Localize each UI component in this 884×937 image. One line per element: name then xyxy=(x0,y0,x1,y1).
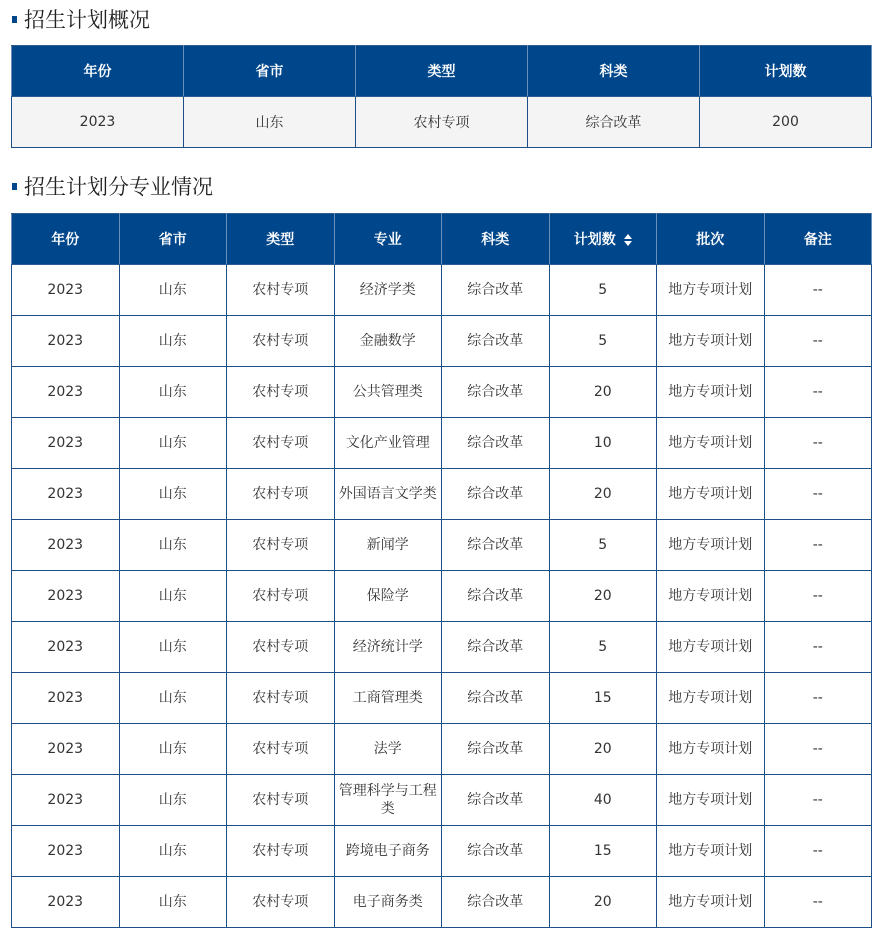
cell-year: 2023 xyxy=(12,418,120,469)
cell-province: 山东 xyxy=(184,97,356,148)
header-major: 专业 xyxy=(334,214,442,265)
cell-batch: 地方专项计划 xyxy=(657,265,765,316)
cell-batch: 地方专项计划 xyxy=(657,673,765,724)
cell-notes: -- xyxy=(764,469,872,520)
cell-year: 2023 xyxy=(12,877,120,928)
cell-type: 农村专项 xyxy=(356,97,528,148)
table-row xyxy=(12,367,872,418)
cell-major: 法学 xyxy=(334,724,442,775)
header-plan-count: 计划数 xyxy=(700,46,872,97)
cell-plan-count: 5 xyxy=(549,265,657,316)
cell-notes: -- xyxy=(764,316,872,367)
cell-category: 综合改革 xyxy=(442,367,550,418)
cell-batch: 地方专项计划 xyxy=(657,724,765,775)
cell-batch: 地方专项计划 xyxy=(657,520,765,571)
cell-plan-count: 40 xyxy=(549,775,657,826)
cell-notes: -- xyxy=(764,673,872,724)
cell-province: 山东 xyxy=(119,469,227,520)
cell-category: 综合改革 xyxy=(442,877,550,928)
table-row xyxy=(12,469,872,520)
cell-notes: -- xyxy=(764,571,872,622)
cell-batch: 地方专项计划 xyxy=(657,316,765,367)
cell-year: 2023 xyxy=(12,520,120,571)
cell-notes: -- xyxy=(764,418,872,469)
table-row xyxy=(12,571,872,622)
cell-plan-count: 15 xyxy=(549,826,657,877)
cell-type: 农村专项 xyxy=(227,316,335,367)
cell-batch: 地方专项计划 xyxy=(657,418,765,469)
cell-category: 综合改革 xyxy=(442,673,550,724)
majors-title: 招生计划分专业情况 xyxy=(24,175,213,199)
cell-batch: 地方专项计划 xyxy=(657,622,765,673)
cell-province: 山东 xyxy=(119,724,227,775)
cell-type: 农村专项 xyxy=(227,673,335,724)
table-row xyxy=(12,826,872,877)
header-category: 科类 xyxy=(528,46,700,97)
cell-year: 2023 xyxy=(12,724,120,775)
cell-province: 山东 xyxy=(119,265,227,316)
table-row xyxy=(12,97,872,148)
cell-province: 山东 xyxy=(119,367,227,418)
cell-batch: 地方专项计划 xyxy=(657,571,765,622)
header-province: 省市 xyxy=(184,46,356,97)
cell-year: 2023 xyxy=(12,469,120,520)
table-row xyxy=(12,622,872,673)
header-plan-count-sortable[interactable] xyxy=(549,214,657,265)
header-type: 类型 xyxy=(227,214,335,265)
table-row xyxy=(12,316,872,367)
header-type: 类型 xyxy=(356,46,528,97)
table-row xyxy=(12,724,872,775)
cell-category: 综合改革 xyxy=(442,826,550,877)
cell-year: 2023 xyxy=(12,775,120,826)
cell-type: 农村专项 xyxy=(227,724,335,775)
cell-batch: 地方专项计划 xyxy=(657,367,765,418)
cell-type: 农村专项 xyxy=(227,877,335,928)
cell-plan-count: 20 xyxy=(549,571,657,622)
cell-plan-count: 5 xyxy=(549,316,657,367)
cell-batch: 地方专项计划 xyxy=(657,826,765,877)
cell-type: 农村专项 xyxy=(227,265,335,316)
cell-batch: 地方专项计划 xyxy=(657,877,765,928)
cell-notes: -- xyxy=(764,826,872,877)
table-row xyxy=(12,418,872,469)
cell-plan-count: 5 xyxy=(549,622,657,673)
table-row xyxy=(12,673,872,724)
cell-major: 管理科学与工程类 xyxy=(334,775,442,826)
overview-section-title xyxy=(12,4,150,34)
cell-major: 工商管理类 xyxy=(334,673,442,724)
cell-major: 保险学 xyxy=(334,571,442,622)
cell-category: 综合改革 xyxy=(528,97,700,148)
cell-notes: -- xyxy=(764,775,872,826)
cell-type: 农村专项 xyxy=(227,826,335,877)
header-batch: 批次 xyxy=(657,214,765,265)
cell-notes: -- xyxy=(764,877,872,928)
cell-notes: -- xyxy=(764,265,872,316)
overview-table xyxy=(11,45,872,148)
cell-category: 综合改革 xyxy=(442,469,550,520)
cell-province: 山东 xyxy=(119,571,227,622)
cell-batch: 地方专项计划 xyxy=(657,775,765,826)
header-year: 年份 xyxy=(12,214,120,265)
cell-category: 综合改革 xyxy=(442,265,550,316)
cell-plan-count: 200 xyxy=(700,97,872,148)
cell-plan-count: 20 xyxy=(549,877,657,928)
section-marker-icon xyxy=(12,16,17,23)
cell-type: 农村专项 xyxy=(227,571,335,622)
cell-plan-count: 20 xyxy=(549,724,657,775)
cell-province: 山东 xyxy=(119,520,227,571)
cell-year: 2023 xyxy=(12,316,120,367)
table-row xyxy=(12,265,872,316)
cell-major: 金融数学 xyxy=(334,316,442,367)
overview-title: 招生计划概况 xyxy=(24,8,150,32)
cell-type: 农村专项 xyxy=(227,418,335,469)
cell-major: 新闻学 xyxy=(334,520,442,571)
section-marker-icon xyxy=(12,183,17,190)
cell-province: 山东 xyxy=(119,418,227,469)
cell-year: 2023 xyxy=(12,367,120,418)
cell-plan-count: 5 xyxy=(549,520,657,571)
table-row xyxy=(12,775,872,826)
cell-category: 综合改革 xyxy=(442,418,550,469)
cell-major: 经济统计学 xyxy=(334,622,442,673)
cell-year: 2023 xyxy=(12,571,120,622)
cell-year: 2023 xyxy=(12,622,120,673)
cell-major: 跨境电子商务 xyxy=(334,826,442,877)
cell-category: 综合改革 xyxy=(442,622,550,673)
header-notes: 备注 xyxy=(764,214,872,265)
cell-major: 文化产业管理 xyxy=(334,418,442,469)
cell-type: 农村专项 xyxy=(227,622,335,673)
cell-type: 农村专项 xyxy=(227,775,335,826)
table-row xyxy=(12,877,872,928)
header-plan-count-label: 计划数 xyxy=(573,232,616,248)
cell-province: 山东 xyxy=(119,826,227,877)
sort-icon[interactable] xyxy=(624,234,632,246)
header-province: 省市 xyxy=(119,214,227,265)
cell-major: 经济学类 xyxy=(334,265,442,316)
cell-category: 综合改革 xyxy=(442,571,550,622)
cell-type: 农村专项 xyxy=(227,520,335,571)
cell-notes: -- xyxy=(764,724,872,775)
cell-batch: 地方专项计划 xyxy=(657,469,765,520)
cell-province: 山东 xyxy=(119,622,227,673)
header-year: 年份 xyxy=(12,46,184,97)
cell-year: 2023 xyxy=(12,265,120,316)
cell-province: 山东 xyxy=(119,316,227,367)
cell-plan-count: 20 xyxy=(549,367,657,418)
majors-table xyxy=(11,213,872,928)
cell-province: 山东 xyxy=(119,877,227,928)
cell-year: 2023 xyxy=(12,826,120,877)
cell-major: 电子商务类 xyxy=(334,877,442,928)
cell-province: 山东 xyxy=(119,673,227,724)
majors-section-title xyxy=(12,171,213,201)
header-category: 科类 xyxy=(442,214,550,265)
cell-category: 综合改革 xyxy=(442,775,550,826)
overview-header-row xyxy=(12,46,872,97)
majors-header-row xyxy=(12,214,872,265)
cell-province: 山东 xyxy=(119,775,227,826)
table-row xyxy=(12,520,872,571)
cell-category: 综合改革 xyxy=(442,520,550,571)
cell-category: 综合改革 xyxy=(442,724,550,775)
cell-type: 农村专项 xyxy=(227,367,335,418)
cell-notes: -- xyxy=(764,622,872,673)
cell-major: 外国语言文学类 xyxy=(334,469,442,520)
cell-type: 农村专项 xyxy=(227,469,335,520)
cell-category: 综合改革 xyxy=(442,316,550,367)
cell-major: 公共管理类 xyxy=(334,367,442,418)
cell-plan-count: 10 xyxy=(549,418,657,469)
cell-notes: -- xyxy=(764,367,872,418)
cell-year: 2023 xyxy=(12,97,184,148)
cell-plan-count: 15 xyxy=(549,673,657,724)
cell-notes: -- xyxy=(764,520,872,571)
cell-plan-count: 20 xyxy=(549,469,657,520)
cell-year: 2023 xyxy=(12,673,120,724)
